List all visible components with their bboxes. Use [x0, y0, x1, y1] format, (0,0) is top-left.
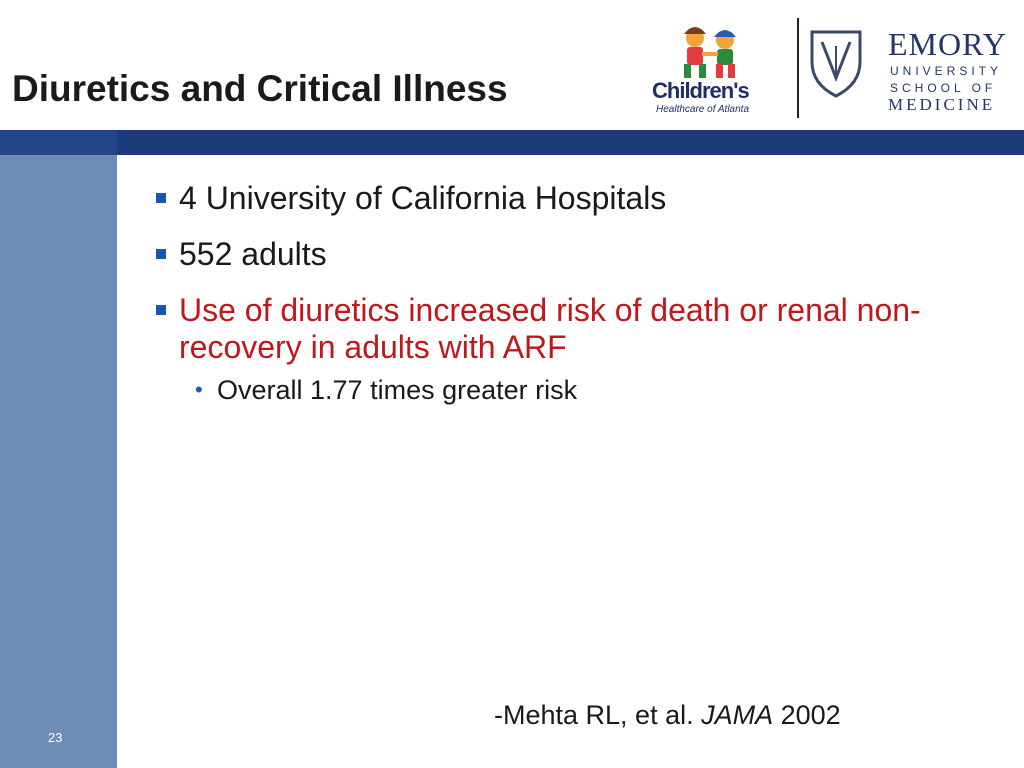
bullet-list	[152, 180, 972, 406]
emory-university: UNIVERSITY	[890, 64, 1003, 78]
emory-name: EMORY	[888, 26, 1007, 62]
sub-bullet-text: Overall 1.77 times greater risk	[217, 375, 578, 405]
kids-icon	[684, 27, 736, 78]
bullet-text: 552 adults	[179, 236, 327, 272]
slide-number: 23	[48, 730, 63, 745]
header-bar	[0, 130, 1024, 155]
logo-divider	[797, 18, 799, 118]
bullet-item	[152, 292, 972, 366]
bullet-text: 4 University of California Hospitals	[179, 180, 667, 216]
citation	[494, 700, 841, 731]
slide-title: Diuretics and Critical Illness	[12, 68, 508, 109]
sub-bullet-item	[152, 374, 972, 406]
header-bar-accent	[0, 130, 117, 155]
bullet-item	[152, 180, 972, 217]
citation-journal: JAMA	[701, 700, 774, 730]
bullet-item	[152, 236, 972, 273]
dot-bullet-icon: •	[195, 377, 203, 402]
square-bullet-icon	[156, 305, 166, 315]
emory-medicine: MEDICINE	[888, 95, 996, 114]
square-bullet-icon	[156, 249, 166, 259]
square-bullet-icon	[156, 193, 166, 203]
emory-school-of: SCHOOL OF	[890, 81, 997, 95]
citation-author: -Mehta RL, et al.	[494, 700, 702, 730]
sidebar-panel	[0, 155, 117, 768]
logo-area	[640, 10, 1024, 125]
childrens-tagline: Healthcare of Atlanta	[656, 104, 750, 115]
childrens-name: Children's	[652, 78, 749, 103]
bullet-text: Use of diuretics increased risk of death or renal non-recovery in adults with ARF	[179, 292, 921, 365]
citation-year: 2002	[773, 700, 841, 730]
emory-shield-icon	[808, 28, 864, 98]
